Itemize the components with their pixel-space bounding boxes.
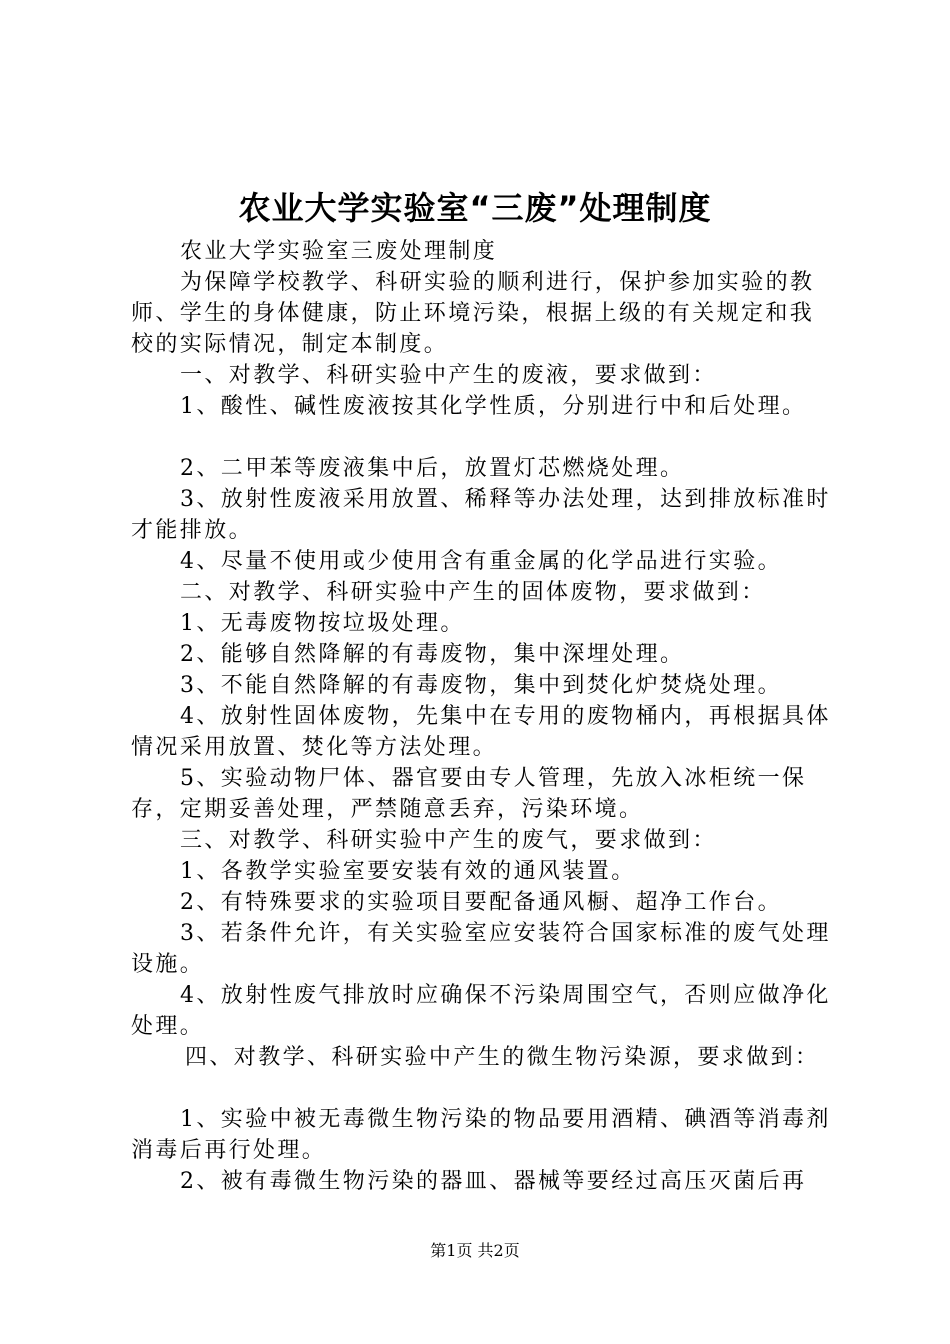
section-heading-waste-gas: 三、对教学、科研实验中产生的废气，要求做到： [180, 828, 717, 853]
list-item: 4、放射性固体废物，先集中在专用的废物桶内，再根据具体情况采用放置、焚化等方法处理。 [131, 704, 831, 760]
page-footer: 第1页 共2页 [430, 1241, 520, 1260]
section-heading-liquid-waste: 一、对教学、科研实验中产生的废液，要求做到： [180, 363, 717, 388]
document-title: 农业大学实验室“三废”处理制度 [238, 189, 712, 227]
paragraph-gap [131, 422, 831, 453]
list-item: 2、被有毒微生物污染的器皿、器械等要经过高压灭菌后再 [180, 1169, 807, 1194]
paragraph-gap [131, 1073, 831, 1104]
section-heading-solid-waste: 二、对教学、科研实验中产生的固体废物，要求做到： [180, 580, 766, 605]
list-item: 3、若条件允许，有关实验室应安装符合国家标准的废气处理设施。 [131, 921, 831, 977]
list-item: 1、各教学实验室要安装有效的通风装置。 [180, 859, 636, 884]
list-item: 5、实验动物尸体、器官要由专人管理，先放入冰柜统一保存，定期妥善处理，严禁随意丢弃，污染环境。 [131, 766, 807, 822]
list-item: 4、尽量不使用或少使用含有重金属的化学品进行实验。 [180, 549, 782, 574]
list-item: 4、放射性废气排放时应确保不污染周围空气，否则应做净化处理。 [131, 983, 831, 1039]
list-item: 1、无毒废物按垃圾处理。 [180, 611, 465, 636]
list-item: 2、二甲苯等废液集中后，放置灯芯燃烧处理。 [180, 456, 685, 481]
list-item: 1、实验中被无毒微生物污染的物品要用酒精、碘酒等消毒剂消毒后再行处理。 [131, 1107, 831, 1163]
document-body [131, 236, 831, 1197]
list-item: 3、放射性废液采用放置、稀释等办法处理，达到排放标准时才能排放。 [131, 487, 831, 543]
paragraph-subtitle: 农业大学实验室三废处理制度 [180, 239, 498, 264]
paragraph-intro: 为保障学校教学、科研实验的顺利进行，保护参加实验的教师、学生的身体健康，防止环境污染，根据上级的有关规定和我校的实际情况，制定本制度。 [131, 270, 815, 357]
list-item: 1、酸性、碱性废液按其化学性质，分别进行中和后处理。 [180, 394, 807, 419]
section-heading-microbial: 四、对教学、科研实验中产生的微生物污染源，要求做到： [185, 1045, 820, 1070]
list-item: 2、有特殊要求的实验项目要配备通风橱、超净工作台。 [180, 890, 782, 915]
list-item: 2、能够自然降解的有毒废物，集中深埋处理。 [180, 642, 685, 667]
list-item: 3、不能自然降解的有毒废物，集中到焚化炉焚烧处理。 [180, 673, 782, 698]
